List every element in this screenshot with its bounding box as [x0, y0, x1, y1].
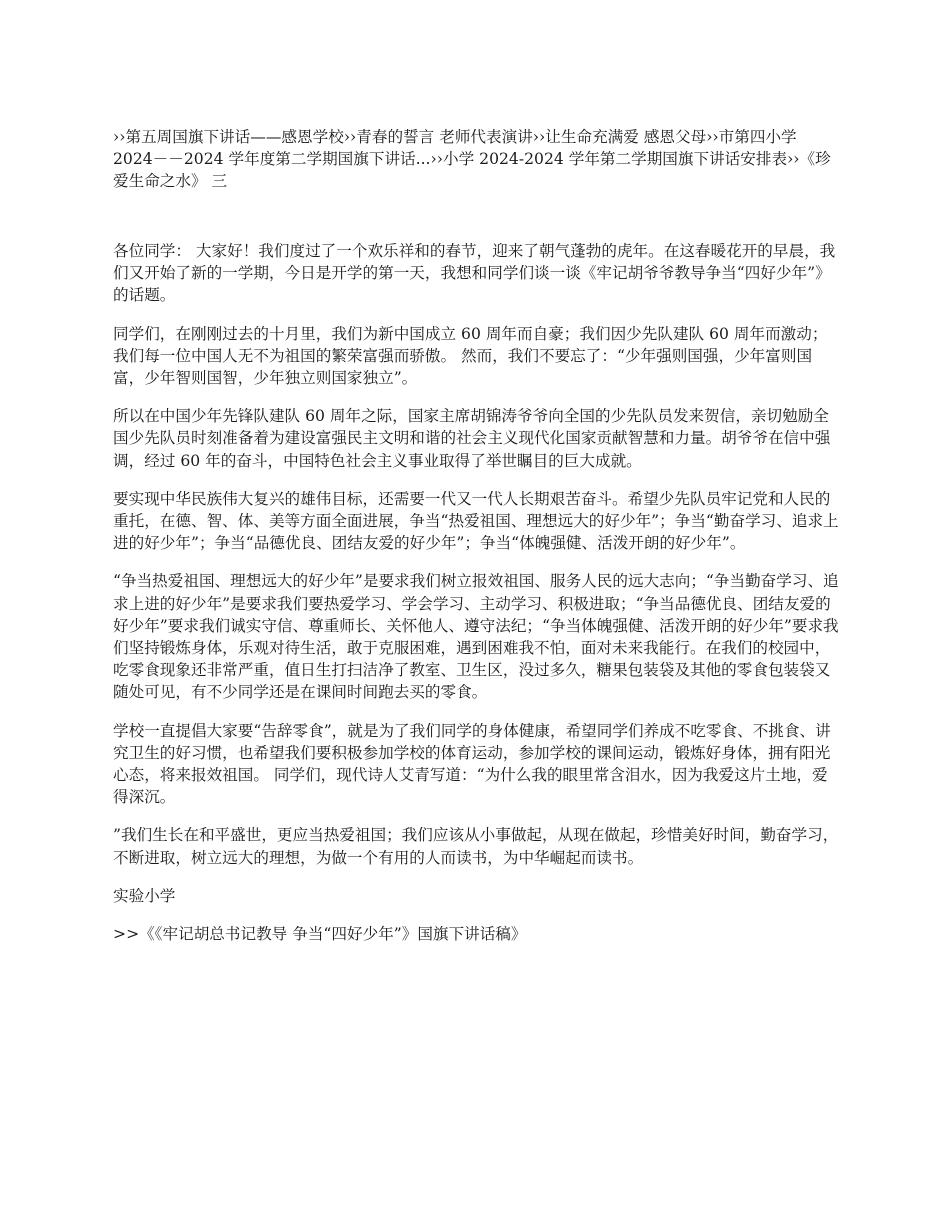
article-paragraph: 学校一直提倡大家要“告辞零食”，就是为了我们同学的身体健康，希望同学们养成不吃零食、不挑食、讲究卫生的好习惯，也希望我们要积极参加学校的体育运动，参加学校的课间运动，锻炼好身体，拥有阳光心态，将来报效祖国。 同学们，现代诗人艾青写道：“为什么我的眼里常含泪水，因为我爱这片土地，爱得深沉。	[113, 721, 831, 807]
related-prefix: ››	[113, 128, 126, 146]
related-links	[113, 126, 839, 192]
related-separator: ››	[787, 150, 800, 168]
related-link-1[interactable]: 第五周国旗下讲话——感恩学校	[125, 128, 344, 146]
article-paragraph: 各位同学： 大家好！我们度过了一个欢乐祥和的春节，迎来了朝气蓬勃的虎年。在这春暖花开的早晨，我们又开始了新的一学期，今日是开学的第一天，我想和同学们谈一谈《牢记胡爷爷教导争当“四好少年”》的话题。	[113, 242, 836, 305]
article-paragraph: 所以在中国少年先锋队建队 60 周年之际，国家主席胡锦涛爷爷向全国的少先队员发来贺信，亲切勉励全国少先队员时刻准备着为建设富强民主文明和谐的社会主义现代化国家贡献智慧和力量。胡爷爷在信中强调，经过 60 年的奋斗，中国特色社会主义事业取得了举世瞩目的巨大成就。	[113, 407, 831, 470]
related-separator: ››	[343, 128, 357, 146]
related-link-4[interactable]: 市第四小学 2024－－2024 学年度第二学期国旗下讲话...	[113, 128, 797, 168]
article-paragraph: 要实现中华民族伟大复兴的雄伟目标，还需要一代又一代人长期艰苦奋斗。希望少先队员牢记党和人民的重托，在德、智、体、美等方面全面进展，争当“热爱祖国、理想远大的好少年”；争当“勤奋学习、追求上进的好少年”；争当“品德优良、团结友爱的好少年”；争当“体魄强健、活泼开朗的好少年”。	[113, 489, 839, 553]
article-paragraph: “争当热爱祖国、理想远大的好少年”是要求我们树立报效祖国、服务人民的远大志向；“争当勤奋学习、追求上进的好少年”是要求我们要热爱学习、学会学习、主动学习、积极进取；“争当品德优良、团结友爱的好少年”要求我们诚实守信、尊重师长、关怀他人、遵守法纪；“争当体魄强健、活泼开朗的好少年”要求我们坚持锻炼身体，乐观对待生活，敢于克服困难，遇到困难我不怕，面对未来我能行。在我们的校园中，吃零食现象还非常严重，值日生打扫洁净了教室、卫生区，没过多久，糖果包装袋及其他的零食包装袋又随处可见，有不少同学还是在课间时间跑去买的零食。	[113, 572, 839, 702]
article-signature: 实验小学	[113, 886, 176, 905]
related-separator: ››	[706, 128, 719, 146]
related-link-2[interactable]: 青春的誓言 老师代表演讲	[356, 128, 533, 146]
related-separator: ››	[532, 128, 546, 146]
footer-link[interactable]: 《《牢记胡总书记教导 争当“四好少年”》国旗下讲话稿》	[139, 925, 527, 944]
related-link-3[interactable]: 让生命充满爱 感恩父母	[545, 128, 707, 146]
article-body	[113, 240, 839, 907]
footer-related-link	[113, 923, 839, 945]
related-link-6[interactable]: 《珍爱生命之水》 三	[113, 150, 831, 190]
article-paragraph: 同学们，在刚刚过去的十月里，我们为新中国成立 60 周年而自豪；我们因少先队建队 60 周年而激动；我们每一位中国人无不为祖国的繁荣富强而骄傲。 然而，我们不要忘了：“少年强则国强，少年富则国富，少年智则国智，少年独立则国家独立”。	[113, 324, 828, 388]
footer-prefix: >>	[113, 925, 140, 944]
article-paragraph: ”我们生长在和平盛世，更应当热爱祖国；我们应该从小事做起，从现在做起，珍惜美好时间，勤奋学习，不断进取，树立远大的理想，为做一个有用的人而读书，为中华崛起而读书。	[113, 826, 839, 867]
related-link-5[interactable]: 小学 2024-2024 学年第二学期国旗下讲话安排表	[443, 150, 788, 168]
related-separator: ››	[430, 150, 443, 168]
document-page	[113, 126, 839, 945]
